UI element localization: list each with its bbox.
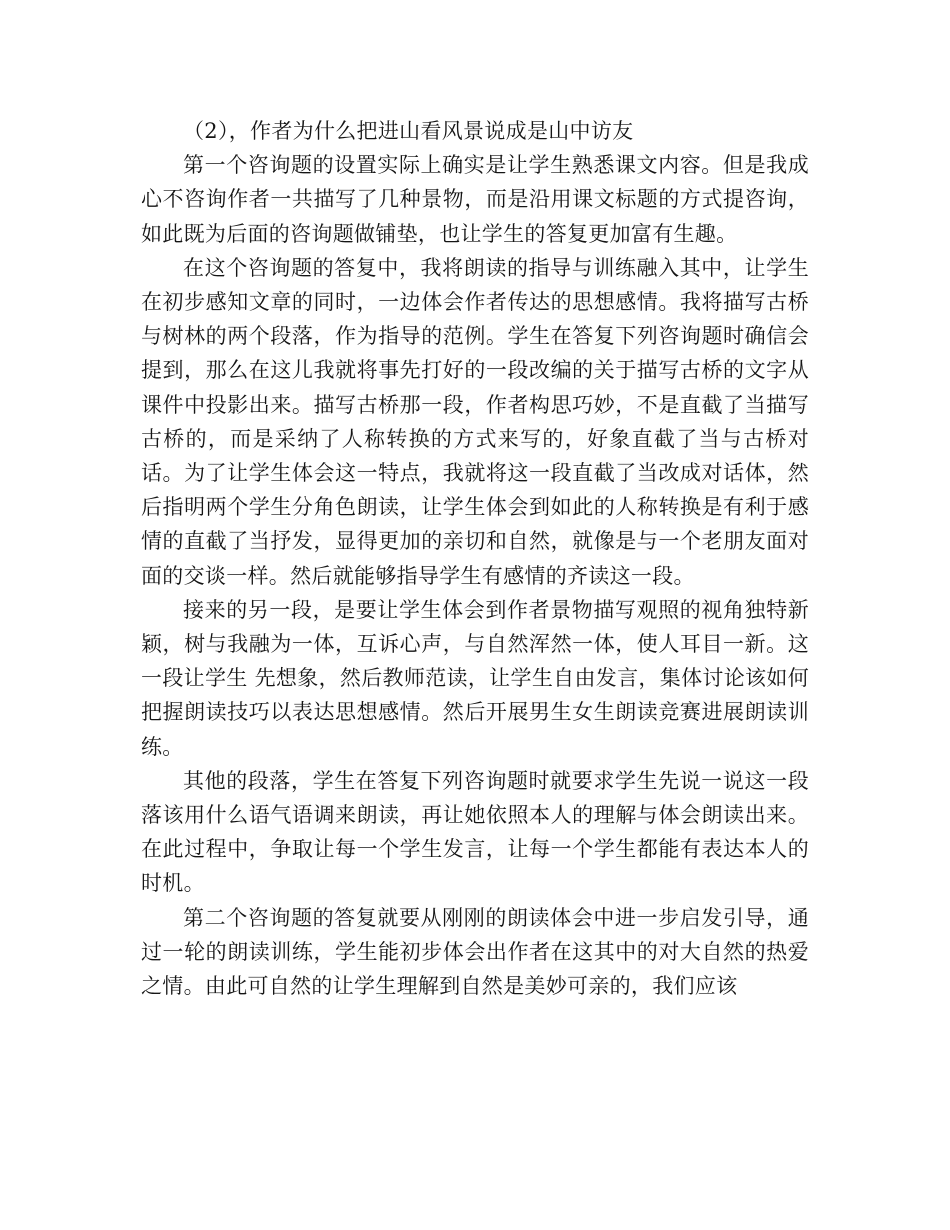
- paragraph: 第一个咨询题的设置实际上确实是让学生熟悉课文内容。但是我成心不咨询作者一共描写了几种景物，而是沿用课文标题的方式提咨询，如此既为后面的咨询题做铺垫，也让学生的答复更加富有生趣。: [141, 153, 809, 246]
- paragraph: 第二个咨询题的答复就要从刚刚的朗读体会中进一步启发引导，通过一轮的朗读训练，学生能初步体会出作者在这其中的对大自然的热爱之情。由此可自然的让学生理解到自然是美妙可亲的，我们应该: [141, 905, 809, 999]
- paragraph: 其他的段落，学生在答复下列咨询题时就要求学生先说一说这一段落该用什么语气语调来朗读，再让她依照本人的理解与体会朗读出来。在此过程中，争取让每一个学生发言，让每一个学生都能有表达本人的时机。: [141, 768, 809, 896]
- body-text: [141, 114, 809, 1003]
- paragraph: 在这个咨询题的答复中，我将朗读的指导与训练融入其中，让学生在初步感知文章的同时，一边体会作者传达的思想感情。我将描写古桥与树林的两个段落，作为指导的范例。学生在答复下列咨询题时确信会提到，那么在这儿我就将事先打好的一段改编的关于描写古桥的文字从课件中投影出来。描写古桥那一段，作者构思巧妙，不是直截了当描写古桥的，而是采纳了人称转换的方式来写的，好象直截了当与古桥对话。为了让学生体会这一特点，我就将这一段直截了当改成对话体，然后指明两个学生分角色朗读，让学生体会到如此的人称转换是有利于感情的直截了当抒发，显得更加的亲切和自然，就像是与一个老朋友面对面的交谈一样。然后就能够指导学生有感情的齐读这一段。: [141, 255, 809, 588]
- question-heading: （2），作者为什么把进山看风景说成是山中访友: [183, 119, 634, 143]
- paragraph: 接来的另一段，是要让学生体会到作者景物描写观照的视角独特新颖，树与我融为一体，互诉心声，与自然浑然一体，使人耳目一新。这一段让学生 先想象，然后教师范读，让学生自由发言，集体讨论该如何把握朗读技巧以表达思想感情。然后开展男生女生朗读竞赛进展朗读训练。: [141, 597, 809, 759]
